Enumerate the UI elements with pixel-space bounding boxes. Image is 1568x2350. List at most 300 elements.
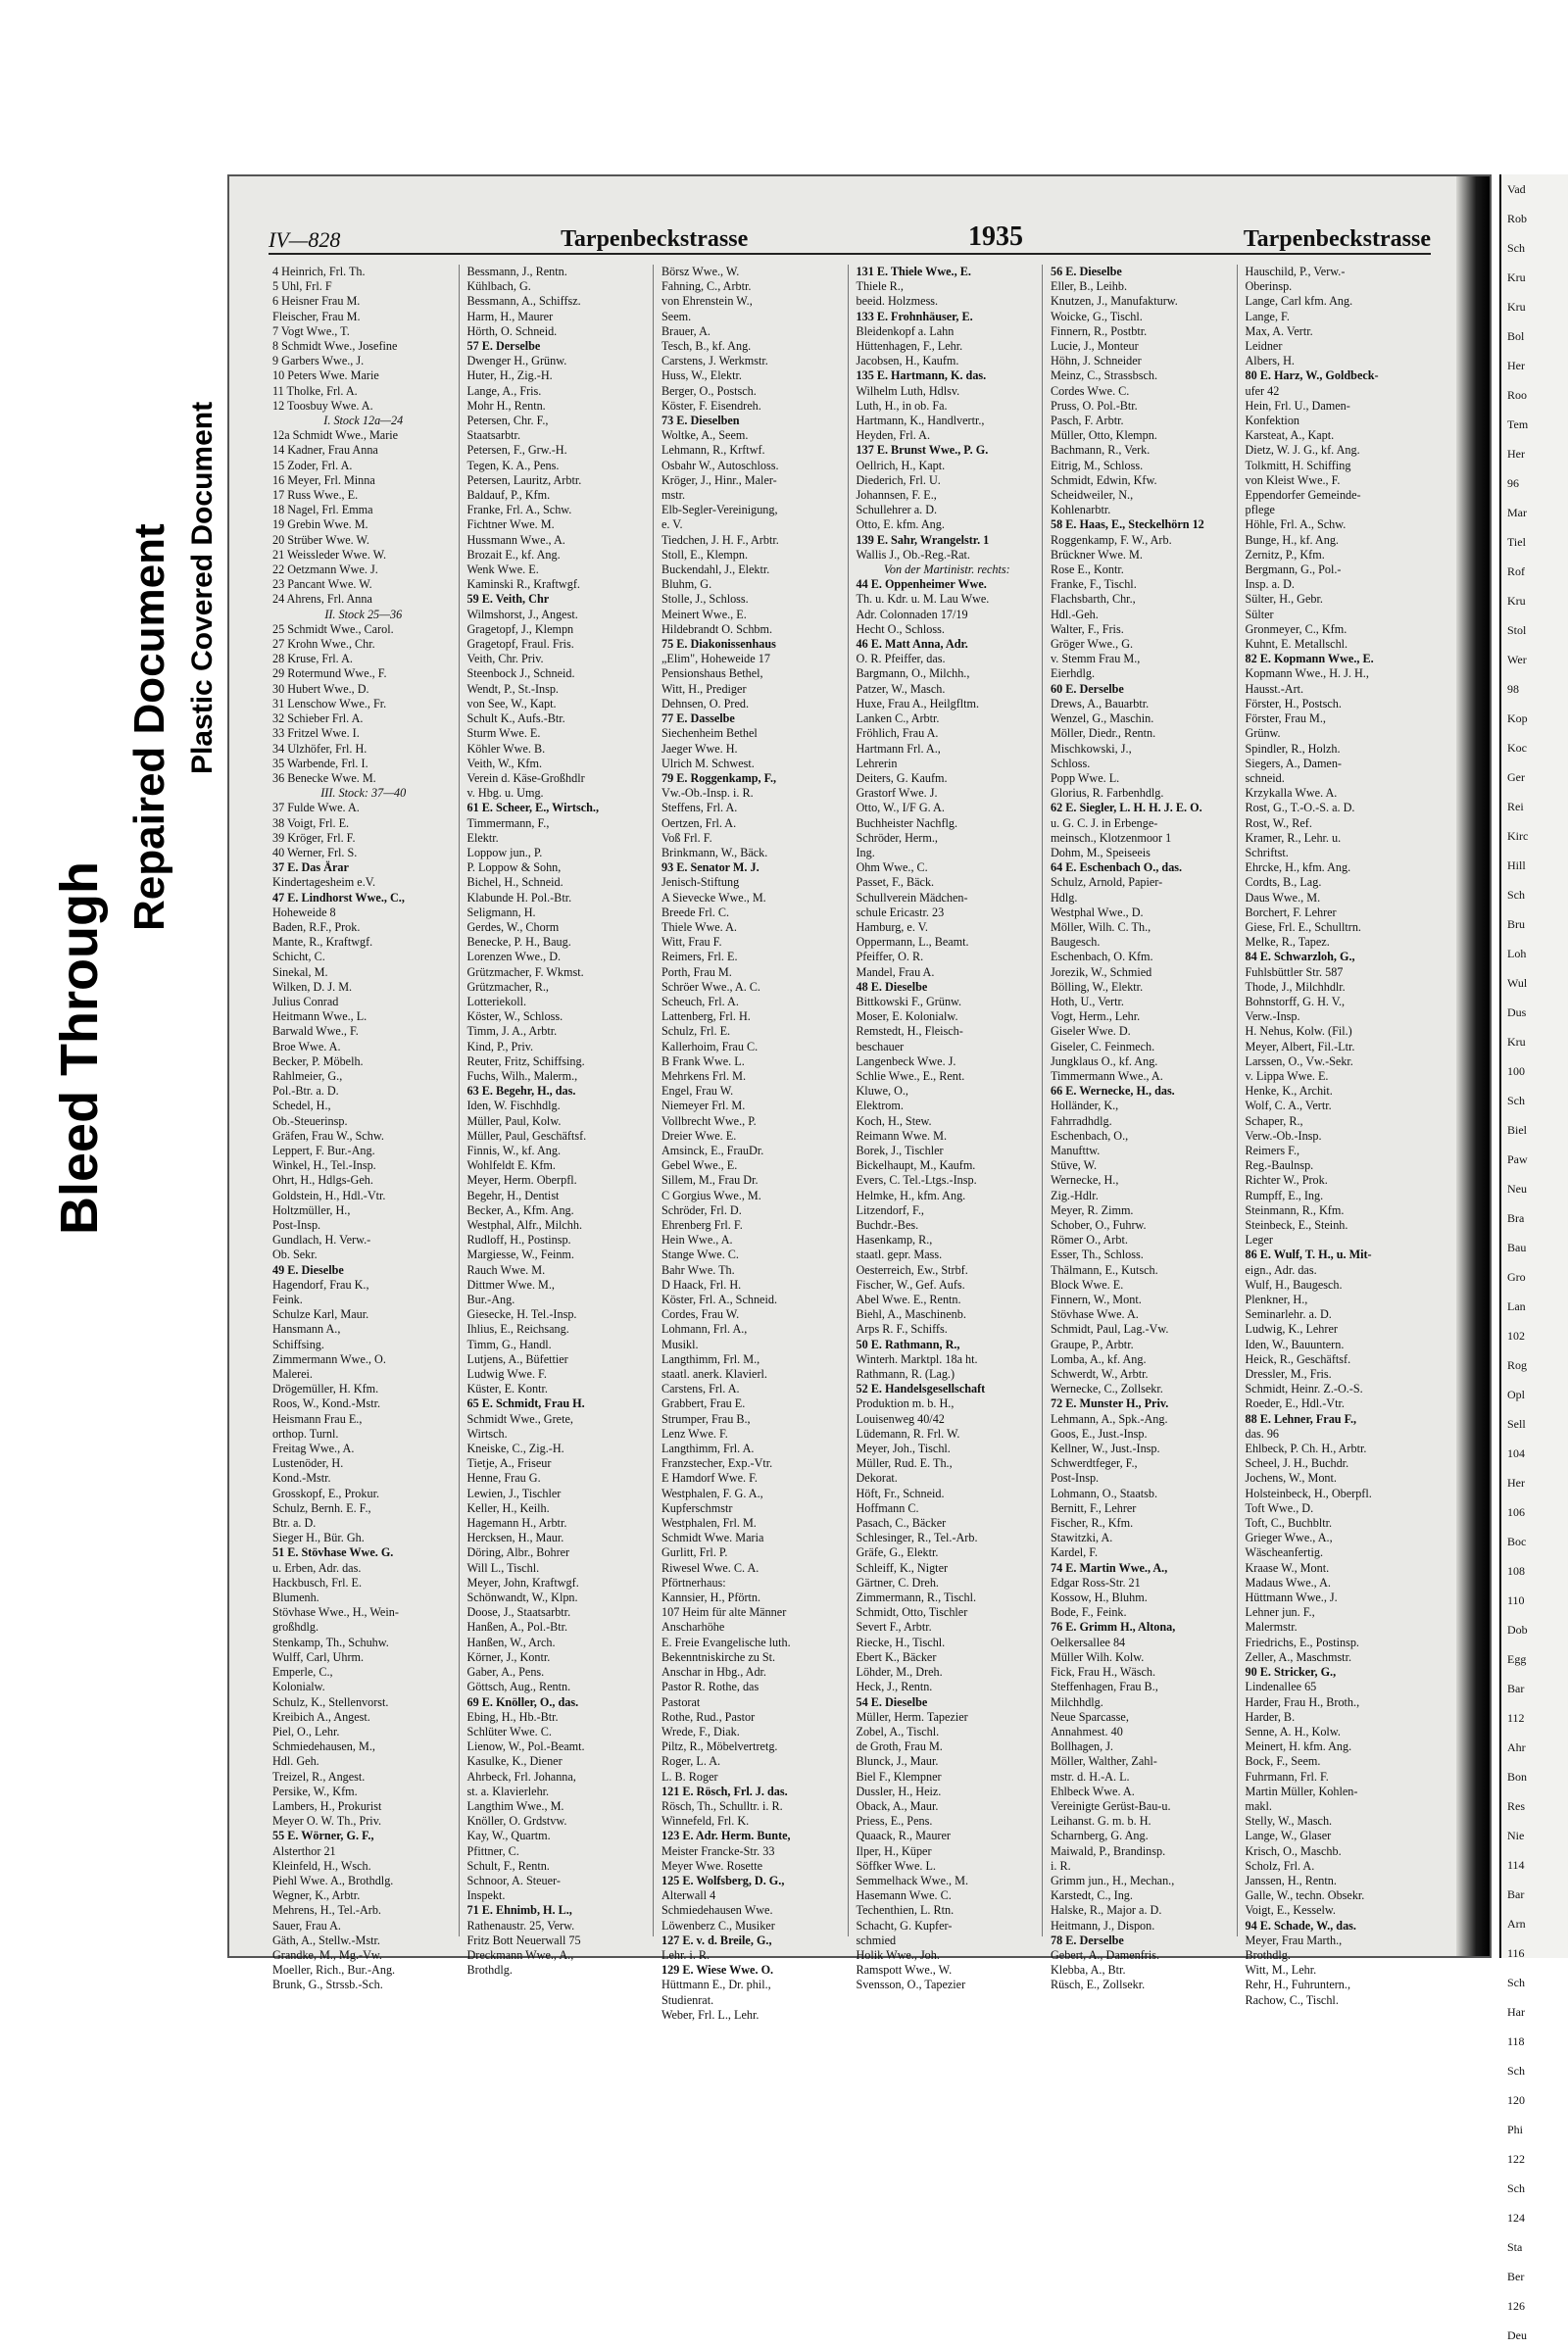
directory-entry: schneid. xyxy=(1245,770,1285,785)
directory-entry: Sinekal, M. xyxy=(272,964,328,979)
directory-entry: Osbahr W., Autoschloss. xyxy=(662,458,779,472)
directory-entry: 37 E. Das Ärar xyxy=(272,860,349,875)
adjacent-page-fragment: 126 xyxy=(1507,2299,1525,2313)
directory-entry: Schober, O., Fuhrw. xyxy=(1051,1218,1147,1232)
directory-entry: mstr. d. H.-A. L. xyxy=(1051,1769,1130,1784)
directory-entry: Eierhdlg. xyxy=(1051,666,1096,681)
directory-entry: Langenbeck Wwe. J. xyxy=(856,1053,956,1068)
directory-entry: Pol.-Btr. a. D. xyxy=(272,1084,339,1099)
adjacent-page-fragment: Har xyxy=(1507,2005,1525,2019)
directory-entry: Roos, W., Kond.-Mstr. xyxy=(272,1396,381,1411)
directory-entry: Dekorat. xyxy=(856,1471,898,1486)
directory-entry: Fleischer, Frau M. xyxy=(272,309,361,323)
adjacent-page-fragment: Bol xyxy=(1507,329,1525,343)
directory-entry: Meinert, H. kfm. Ang. xyxy=(1245,1739,1352,1754)
directory-entry: Dietz, W. J. G., kf. Ang. xyxy=(1245,443,1360,458)
directory-entry: 35 Warbende, Frl. I. xyxy=(272,756,368,770)
directory-entry: Schriftst. xyxy=(1245,845,1289,859)
directory-entry: Benecke, P. H., Baug. xyxy=(466,935,571,950)
adjacent-page-fragment: Vad xyxy=(1507,182,1526,196)
directory-entry: Tegen, K. A., Pens. xyxy=(466,458,560,472)
directory-entry: 28 Kruse, Frl. A. xyxy=(272,652,353,666)
directory-entry: Lehner jun. F., xyxy=(1245,1605,1315,1620)
directory-entry: Von der Martinistr. rechts: xyxy=(883,563,1010,577)
directory-entry: Kaminski R., Kraftwgf. xyxy=(466,577,580,592)
directory-entry: Hüttmann Wwe., J. xyxy=(1245,1591,1338,1605)
directory-entry: Lanken C., Arbtr. xyxy=(856,711,940,726)
directory-entry: Göttsch, Aug., Rentn. xyxy=(466,1680,571,1694)
directory-entry: Cordts, B., Lag. xyxy=(1245,875,1322,890)
directory-entry: Brinkmann, W., Bäck. xyxy=(662,845,768,859)
directory-entry: Flachsbarth, Chr., xyxy=(1051,592,1136,607)
directory-entry: 88 E. Lehner, Frau F., xyxy=(1245,1411,1357,1426)
directory-entry: Schulze Karl, Maur. xyxy=(272,1307,369,1322)
directory-entry: Lienow, W., Pol.-Beamt. xyxy=(466,1739,585,1754)
directory-entry: Hamburg, e. V. xyxy=(856,919,928,934)
directory-entry: 15 Zoder, Frl. A. xyxy=(272,458,353,472)
directory-entry: Rüsch, E., Zollsekr. xyxy=(1051,1978,1146,1992)
adjacent-page-fragment: Bar xyxy=(1507,1887,1525,1901)
adjacent-page-fragment: Rob xyxy=(1507,212,1528,225)
directory-entry: 22 Oetzmann Wwe. J. xyxy=(272,563,378,577)
directory-entry: Lucie, J., Monteur xyxy=(1051,339,1139,354)
adjacent-page-fragment: Ahr xyxy=(1507,1740,1526,1754)
directory-entry: Voß Frl. F. xyxy=(662,830,712,845)
directory-entry: Giseler Wwe. D. xyxy=(1051,1024,1131,1039)
directory-entry: Lange, Carl kfm. Ang. xyxy=(1245,294,1353,309)
directory-entry: Amsinck, E., FrauDr. xyxy=(662,1143,764,1157)
directory-entry: Römer O., Arbt. xyxy=(1051,1233,1128,1248)
directory-entry: Westphalen, F. G. A., xyxy=(662,1486,763,1500)
directory-entry: Bessmann, A., Schiffsz. xyxy=(466,294,581,309)
directory-entry: Heyden, Frl. A. xyxy=(856,428,930,443)
directory-entry: Schröder, Herm., xyxy=(856,830,938,845)
directory-entry: 50 E. Rathmann, R., xyxy=(856,1337,960,1351)
directory-entry: Wendt, P., St.-Insp. xyxy=(466,681,559,696)
directory-entry: Zig.-Hdlr. xyxy=(1051,1188,1099,1202)
adjacent-page-fragment: Her xyxy=(1507,447,1525,461)
directory-entry: Sturm Wwe. E. xyxy=(466,726,541,741)
directory-entry: Leihanst. G. m. b. H. xyxy=(1051,1814,1152,1829)
adjacent-page-fragment: Sch xyxy=(1507,1976,1525,1989)
directory-entry: Kolonialw. xyxy=(272,1680,325,1694)
directory-entry: Eschenbach, O. Kfm. xyxy=(1051,950,1153,964)
directory-entry: Witt, Frau F. xyxy=(662,935,722,950)
directory-entry: Westphal Wwe., D. xyxy=(1051,905,1144,919)
adjacent-page-fragment: Nie xyxy=(1507,1829,1525,1842)
directory-entry: Remstedt, H., Fleisch- xyxy=(856,1024,963,1039)
directory-entry: Holik Wwe., Joh. xyxy=(856,1947,940,1962)
directory-entry: Ebing, H., Hb.-Btr. xyxy=(466,1709,559,1724)
directory-entry: Harder, Frau H., Broth., xyxy=(1245,1694,1360,1709)
directory-entry: Jungklaus O., kf. Ang. xyxy=(1051,1053,1158,1068)
directory-entry: 36 Benecke Wwe. M. xyxy=(272,770,376,785)
directory-entry: Btr. a. D. xyxy=(272,1516,317,1531)
directory-entry: 76 E. Grimm H., Altona, xyxy=(1051,1620,1176,1635)
adjacent-page-fragment: 104 xyxy=(1507,1446,1525,1460)
directory-entry: Seem. xyxy=(662,309,692,323)
directory-entry: Lenz Wwe. F. xyxy=(662,1426,728,1441)
directory-entry: Stoll, E., Klempn. xyxy=(662,547,749,562)
directory-entry: Jaeger Wwe. H. xyxy=(662,741,738,756)
directory-entry: Schullehrer a. D. xyxy=(856,503,938,517)
directory-entry: Timm, G., Handl. xyxy=(466,1337,552,1351)
directory-entry: Thälmann, E., Kutsch. xyxy=(1051,1262,1158,1277)
directory-entry: Lustenöder, H. xyxy=(272,1456,344,1471)
directory-entry: Luth, H., in ob. Fa. xyxy=(856,398,948,413)
directory-entry: L. B. Roger xyxy=(662,1769,718,1784)
directory-entry: Winnefeld, Frl. K. xyxy=(662,1814,750,1829)
directory-entry: Kuhnt, E. Metallschl. xyxy=(1245,637,1348,652)
directory-entry: Bittkowski F., Grünw. xyxy=(856,994,962,1008)
directory-entry: Abel Wwe. E., Rentn. xyxy=(856,1293,961,1307)
directory-entry: Grieger Wwe., A., xyxy=(1245,1531,1333,1545)
directory-entry: Krisch, O., Maschb. xyxy=(1245,1843,1342,1858)
directory-entry: Passet, F., Bäck. xyxy=(856,875,935,890)
directory-entry: H. Nehus, Kolw. (Fil.) xyxy=(1245,1024,1352,1039)
adjacent-page-fragment: 112 xyxy=(1507,1711,1525,1725)
directory-entry: 29 Rotermund Wwe., F. xyxy=(272,666,387,681)
directory-entry: Malerei. xyxy=(272,1367,313,1382)
directory-entry: Bock, F., Seem. xyxy=(1245,1754,1321,1769)
directory-entry: Ihlius, E., Reichsang. xyxy=(466,1322,569,1337)
directory-entry: Winkel, H., Tel.-Insp. xyxy=(272,1158,376,1173)
directory-entry: Wenk Wwe. E. xyxy=(466,563,539,577)
directory-entry: Schloss. xyxy=(1051,756,1091,770)
adjacent-page-fragment: 100 xyxy=(1507,1064,1525,1078)
directory-entry: Schmidt, Edwin, Kfw. xyxy=(1051,472,1157,487)
directory-entry: Kossow, H., Bluhm. xyxy=(1051,1591,1148,1605)
directory-entry: 123 E. Adr. Herm. Bunte, xyxy=(662,1829,791,1843)
directory-entry: Müller, Rud. E. Th., xyxy=(856,1456,953,1471)
directory-entry: 37 Fulde Wwe. A. xyxy=(272,801,360,815)
directory-entry: Hausst.-Art. xyxy=(1245,681,1304,696)
directory-entry: „Elim", Hoheweide 17 xyxy=(662,652,770,666)
directory-entry: Deiters, G. Kaufm. xyxy=(856,770,948,785)
directory-entry: Hanßen, A., Pol.-Btr. xyxy=(466,1620,568,1635)
directory-entry: Söffker Wwe. L. xyxy=(856,1858,936,1873)
directory-entry: Fuhlsbüttler Str. 587 xyxy=(1245,964,1344,979)
directory-entry: Feink. xyxy=(272,1293,303,1307)
directory-entry: Grützmacher, F. Wkmst. xyxy=(466,964,584,979)
directory-entry: Bode, F., Feink. xyxy=(1051,1605,1127,1620)
directory-entry: Broe Wwe. A. xyxy=(272,1039,341,1053)
directory-entry: Ohrt, H., Hdlgs-Geh. xyxy=(272,1173,373,1188)
directory-entry: Kay, W., Quartm. xyxy=(466,1829,551,1843)
directory-entry: 47 E. Lindhorst Wwe., C., xyxy=(272,890,405,905)
directory-entry: Karsteat, A., Kapt. xyxy=(1245,428,1335,443)
directory-entry: Porth, Frau M. xyxy=(662,964,732,979)
directory-entry: Stövhase Wwe. A. xyxy=(1051,1307,1139,1322)
adjacent-page-fragment: Kirc xyxy=(1507,829,1529,843)
directory-entry: Roger, L. A. xyxy=(662,1754,721,1769)
directory-entry: Kardel, F. xyxy=(1051,1545,1099,1560)
directory-entry: Breede Frl. C. xyxy=(662,905,730,919)
directory-entry: 86 E. Wulf, T. H., u. Mit- xyxy=(1245,1248,1372,1262)
directory-entry: Helmke, H., kfm. Ang. xyxy=(856,1188,966,1202)
directory-entry: Iden, W., Bauuntern. xyxy=(1245,1337,1345,1351)
directory-entry: Hasemann Wwe. C. xyxy=(856,1888,952,1903)
directory-entry: Treizel, R., Angest. xyxy=(272,1769,366,1784)
directory-entry: Gäth, A., Stellw.-Mstr. xyxy=(272,1933,380,1947)
directory-entry: Brothdlg. xyxy=(466,1963,513,1978)
directory-entry: Franke, F., Tischl. xyxy=(1051,577,1137,592)
directory-entry: Küster, E. Kontr. xyxy=(466,1382,548,1396)
adjacent-page-fragment: Dus xyxy=(1507,1005,1527,1019)
directory-entry: Halske, R., Major a. D. xyxy=(1051,1903,1162,1918)
directory-entry: Meyer, John, Kraftwgf. xyxy=(466,1575,579,1590)
adjacent-page-fragment: Phi xyxy=(1507,2123,1524,2136)
directory-entry: Tolkmitt, H. Schiffing xyxy=(1245,458,1351,472)
directory-entry: Inspekt. xyxy=(466,1888,506,1903)
directory-entry: Pastorat xyxy=(662,1694,701,1709)
directory-entry: Witt, M., Lehr. xyxy=(1245,1963,1317,1978)
directory-entry: Studienrat. xyxy=(662,1992,714,2007)
directory-entry: Möller, Walther, Zahl- xyxy=(1051,1754,1157,1769)
directory-entry: Leppert, F. Bur.-Ang. xyxy=(272,1143,375,1157)
directory-entry: Milchhdlg. xyxy=(1051,1694,1103,1709)
directory-entry: Hasenkamp, R., xyxy=(856,1233,933,1248)
directory-entry: Tietje, A., Friseur xyxy=(466,1456,552,1471)
directory-entry: Wilmshorst, J., Angest. xyxy=(466,607,578,621)
directory-entry: Drews, A., Bauarbtr. xyxy=(1051,696,1150,710)
directory-entry: Sülter xyxy=(1245,607,1274,621)
directory-entry: Engel, Frau W. xyxy=(662,1084,734,1099)
directory-entry: 38 Voigt, Frl. E. xyxy=(272,815,350,830)
directory-entry: 17 Russ Wwe., E. xyxy=(272,488,359,503)
directory-entry: 125 E. Wolfsberg, D. G., xyxy=(662,1873,785,1887)
directory-entry: Cordes, Frau W. xyxy=(662,1307,740,1322)
directory-entry: Wulf, H., Baugesch. xyxy=(1245,1277,1343,1292)
adjacent-page-fragment: Bau xyxy=(1507,1241,1527,1254)
directory-entry: Piel, O., Lehr. xyxy=(272,1724,340,1738)
directory-entry: Elektr. xyxy=(466,830,499,845)
directory-entry: 93 E. Senator M. J. xyxy=(662,860,760,875)
adjacent-page-fragment: Bon xyxy=(1507,1770,1528,1784)
directory-entry: Schmiedehausen, M., xyxy=(272,1739,375,1754)
directory-entry: Brunk, G., Strssb.-Sch. xyxy=(272,1978,383,1992)
directory-entry: Lange, W., Glaser xyxy=(1245,1829,1332,1843)
directory-entry: Koch, H., Stew. xyxy=(856,1113,932,1128)
directory-entry: Ludwig Wwe. F. xyxy=(466,1367,547,1382)
directory-entry: 66 E. Wernecke, H., das. xyxy=(1051,1084,1175,1099)
directory-entry: E Hamdorf Wwe. F. xyxy=(662,1471,758,1486)
directory-entry: Verein d. Käse-Großhdlr xyxy=(466,770,585,785)
directory-entry: Wernecke, C., Zollsekr. xyxy=(1051,1382,1163,1396)
directory-entry: Becker, P. Möbelh. xyxy=(272,1053,364,1068)
directory-entry: Giesecke, H. Tel.-Insp. xyxy=(466,1307,577,1322)
directory-entry: Wegner, K., Arbtr. xyxy=(272,1888,361,1903)
directory-entry: Harder, B. xyxy=(1245,1709,1296,1724)
directory-entry: Lutjens, A., Büfettier xyxy=(466,1351,568,1366)
directory-entry: Melke, R., Tapez. xyxy=(1245,935,1330,950)
directory-entry: Timmermann Wwe., A. xyxy=(1051,1068,1163,1083)
directory-entry: Pensionshaus Bethel, xyxy=(662,666,763,681)
directory-entry: Hartmann, K., Handlvertr., xyxy=(856,414,985,428)
directory-entry: Stövhase Wwe., H., Wein- xyxy=(272,1605,399,1620)
directory-entry: Diederich, Frl. U. xyxy=(856,472,941,487)
directory-entry: von Ehrenstein W., xyxy=(662,294,753,309)
directory-entry: Franke, Frl. A., Schw. xyxy=(466,503,572,517)
directory-entry: 84 E. Schwarzloh, G., xyxy=(1245,950,1355,964)
directory-entry: Priess, E., Pens. xyxy=(856,1814,933,1829)
directory-entry: Hanßen, W., Arch. xyxy=(466,1635,556,1649)
directory-entry: Dreckmann Wwe., A., xyxy=(466,1947,574,1962)
directory-year: 1935 xyxy=(968,221,1024,252)
directory-entry: 82 E. Kopmann Wwe., E. xyxy=(1245,652,1374,666)
directory-entry: Tesch, B., kf. Ang. xyxy=(662,339,752,354)
directory-entry: orthop. Turnl. xyxy=(272,1426,339,1441)
directory-entry: Vw.-Ob.-Insp. i. R. xyxy=(662,786,754,801)
directory-entry: Pförtnerhaus: xyxy=(662,1575,726,1590)
directory-entry: Schmidt Wwe. Maria xyxy=(662,1531,764,1545)
directory-entry: Mehrkens Frl. M. xyxy=(662,1068,746,1083)
directory-entry: Timm, J. A., Arbtr. xyxy=(466,1024,558,1039)
directory-entry: staatl. gepr. Mass. xyxy=(856,1248,943,1262)
directory-entry: Förster, Frau M., xyxy=(1245,711,1326,726)
directory-entry: Fick, Frau H., Wäsch. xyxy=(1051,1665,1156,1680)
directory-entry: Finnern, R., Postbtr. xyxy=(1051,323,1148,338)
directory-entry: 64 E. Eschenbach O., das. xyxy=(1051,860,1183,875)
directory-entry: ufer 42 xyxy=(1245,383,1280,398)
directory-entry: 69 E. Knöller, O., das. xyxy=(466,1694,579,1709)
directory-entry: Freitag Wwe., A. xyxy=(272,1442,355,1456)
directory-entry: 62 E. Siegler, L. H. H. J. E. O. xyxy=(1051,801,1202,815)
directory-entry: Zobel, A., Tischl. xyxy=(856,1724,940,1738)
adjacent-page-fragment: 118 xyxy=(1507,2034,1525,2048)
directory-entry: Dehnsen, O. Pred. xyxy=(662,696,750,710)
directory-entry: Blunck, J., Maur. xyxy=(856,1754,939,1769)
stamp-bleed-through: Bleed Through xyxy=(50,861,109,1235)
directory-entry: Hagemann H., Arbtr. xyxy=(466,1516,567,1531)
directory-entry: Fahrradhdlg. xyxy=(1051,1113,1112,1128)
directory-entry: Meister Francke-Str. 33 xyxy=(662,1843,775,1858)
directory-entry: mstr. xyxy=(662,488,686,503)
directory-entry: D Haack, Frl. H. xyxy=(662,1277,742,1292)
directory-entry: Madaus Wwe., A. xyxy=(1245,1575,1331,1590)
directory-entry: B Frank Wwe. L. xyxy=(662,1053,745,1068)
directory-entry: Stelly, W., Masch. xyxy=(1245,1814,1333,1829)
directory-entry: Piehl Wwe. A., Brothdlg. xyxy=(272,1873,394,1887)
directory-entry: Schaper, R., xyxy=(1245,1113,1303,1128)
directory-entry: Schleiff, K., Nigter xyxy=(856,1560,949,1575)
directory-entry: Schröer Wwe., A. C. xyxy=(662,979,760,994)
directory-entry: Kallerhoim, Frau C. xyxy=(662,1039,759,1053)
directory-entry: 8 Schmidt Wwe., Josefine xyxy=(272,339,398,354)
directory-entry: das. 96 xyxy=(1245,1426,1280,1441)
directory-entry: Thiele R., xyxy=(856,279,904,294)
directory-entry: Finnis, W., kf. Ang. xyxy=(466,1143,561,1157)
directory-entry: Westphalen, Frl. M. xyxy=(662,1516,757,1531)
directory-entry: Schullverein Mädchen- xyxy=(856,890,968,905)
directory-entry: Max, A. Vertr. xyxy=(1245,323,1313,338)
directory-column-5 xyxy=(1047,265,1238,1992)
directory-entry: Rudloff, H., Postinsp. xyxy=(466,1233,571,1248)
directory-entry: Schröder, Frl. D. xyxy=(662,1202,742,1217)
directory-entry: Doose, J., Staatsarbtr. xyxy=(466,1605,571,1620)
directory-entry: Reimers F., xyxy=(1245,1143,1300,1157)
directory-entry: Eller, B., Leihb. xyxy=(1051,279,1128,294)
directory-entry: Oberinsp. xyxy=(1245,279,1293,294)
directory-entry: Musikl. xyxy=(662,1337,699,1351)
adjacent-page-fragment: 96 xyxy=(1507,476,1519,490)
directory-entry: 30 Hubert Wwe., D. xyxy=(272,681,369,696)
adjacent-page-fragment: Sch xyxy=(1507,241,1525,255)
directory-entry: Giese, Frl. E., Schulltrn. xyxy=(1245,919,1361,934)
directory-entry: Arps R. F., Schiffs. xyxy=(856,1322,948,1337)
directory-entry: Kannsier, H., Pförtn. xyxy=(662,1591,761,1605)
directory-entry: Krzykalla Wwe. A. xyxy=(1245,786,1338,801)
directory-entry: Ramspott Wwe., W. xyxy=(856,1963,953,1978)
adjacent-page-fragment: Ger xyxy=(1507,770,1525,784)
directory-entry: Mandel, Frau A. xyxy=(856,964,935,979)
directory-entry: 55 E. Wörner, G. F., xyxy=(272,1829,374,1843)
directory-entry: Reimann Wwe. M. xyxy=(856,1128,948,1143)
adjacent-page-fragment: Rof xyxy=(1507,564,1525,578)
directory-entry: Hecht O., Schloss. xyxy=(856,621,945,636)
directory-entry: Wohlfeldt E. Kfm. xyxy=(466,1158,556,1173)
directory-entry: Müller, Herm. Tapezier xyxy=(856,1709,968,1724)
directory-entry: Langthimm, Frl. A. xyxy=(662,1442,755,1456)
directory-entry: Scheuch, Frl. A. xyxy=(662,994,739,1008)
directory-entry: Stolle, J., Schloss. xyxy=(662,592,749,607)
directory-entry: Toft, C., Buchbltr. xyxy=(1245,1516,1333,1531)
directory-entry: Heck, J., Rentn. xyxy=(856,1680,933,1694)
directory-entry: Fichtner Wwe. M. xyxy=(466,517,555,532)
directory-entry: Körner, J., Kontr. xyxy=(466,1649,551,1664)
directory-entry: Vogt, Herm., Lehr. xyxy=(1051,1009,1141,1024)
directory-column-1 xyxy=(269,265,460,1992)
directory-entry: 57 E. Derselbe xyxy=(466,339,541,354)
adjacent-page-fragment: Wer xyxy=(1507,653,1527,666)
directory-entry: Hackbusch, Frl. E. xyxy=(272,1575,363,1590)
directory-entry: Kreibich A., Angest. xyxy=(272,1709,370,1724)
directory-entry: Kond.-Mstr. xyxy=(272,1471,331,1486)
directory-entry: Fischer, W., Gef. Aufs. xyxy=(856,1277,965,1292)
directory-entry: Hdl. Geh. xyxy=(272,1754,319,1769)
directory-entry: 19 Grebin Wwe. M. xyxy=(272,517,368,532)
directory-entry: Produktion m. b. H., xyxy=(856,1396,955,1411)
directory-entry: 60 E. Derselbe xyxy=(1051,681,1124,696)
directory-entry: 39 Kröger, Frl. F. xyxy=(272,830,356,845)
directory-entry: Pasach, C., Bäcker xyxy=(856,1516,947,1531)
directory-entry: Graupe, P., Arbtr. xyxy=(1051,1337,1134,1351)
directory-entry: Mante, R., Kraftwgf. xyxy=(272,935,373,950)
directory-entry: Fahning, C., Arbtr. xyxy=(662,279,752,294)
directory-entry: Begehr, H., Dentist xyxy=(466,1188,560,1202)
directory-entry: Becker, A., Kfm. Ang. xyxy=(466,1202,574,1217)
directory-entry: Huxe, Frau A., Heilgfltm. xyxy=(856,696,980,710)
directory-entry: Biehl, A., Maschinenb. xyxy=(856,1307,966,1322)
adjacent-page-fragment: Her xyxy=(1507,359,1525,372)
directory-entry: i. R. xyxy=(1051,1858,1071,1873)
directory-entry: Vollbrecht Wwe., P. xyxy=(662,1113,757,1128)
directory-entry: u. Erben, Adr. das. xyxy=(272,1560,362,1575)
directory-entry: Ob.-Steuerinsp. xyxy=(272,1113,348,1128)
directory-entry: Wernecke, H., xyxy=(1051,1173,1119,1188)
directory-entry: Höft, Fr., Schneid. xyxy=(856,1486,945,1500)
directory-entry: Bickelhaupt, M., Kaufm. xyxy=(856,1158,976,1173)
directory-entry: Köster, W., Schloss. xyxy=(466,1009,564,1024)
directory-entry: Vereinigte Gerüst-Bau-u. xyxy=(1051,1798,1171,1813)
directory-entry: Carstens, J. Werkmstr. xyxy=(662,354,768,368)
directory-entry: Reuter, Fritz, Schiffsing. xyxy=(466,1053,585,1068)
directory-entry: Margiesse, W., Feinm. xyxy=(466,1248,574,1262)
directory-entry: Siegers, A., Damen- xyxy=(1245,756,1342,770)
directory-entry: 131 E. Thiele Wwe., E. xyxy=(856,265,971,278)
directory-entry: Meyer, Albert, Fil.-Ltr. xyxy=(1245,1039,1355,1053)
directory-entry: Schulz, Arnold, Papier- xyxy=(1051,875,1163,890)
